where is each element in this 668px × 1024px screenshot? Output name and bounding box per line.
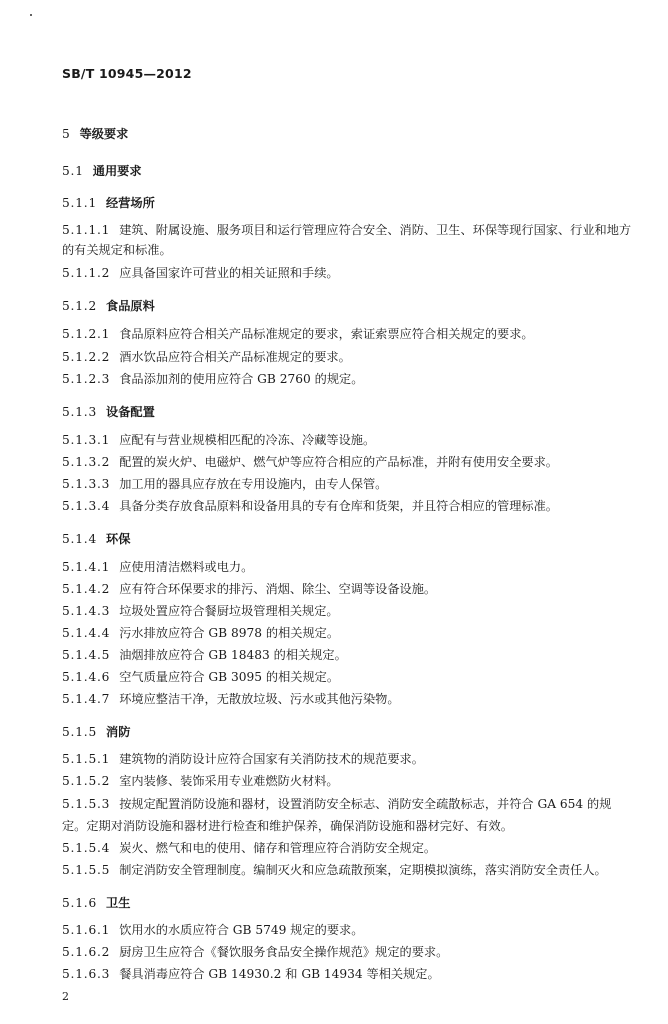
clause-item [62,559,253,575]
clause-item [62,773,339,789]
clause-item [62,751,424,767]
clause-text: 酒水饮品应符合相关产品标准规定的要求。 [119,350,351,364]
clause-text: 环保 [106,532,131,546]
clause-text: 具备分类存放食品原料和设备用具的专有仓库和货架，并且符合相应的管理标准。 [119,499,558,513]
clause-number: 5.1.4.5 [62,648,111,662]
clause-number: 5.1.5.3 [62,797,111,811]
clause-text: 建筑、附属设施、服务项目和运行管理应符合安全、消防、卫生、环保等现行国家、行业和地方 [119,223,632,237]
standard-code-header: SB/T 10945—2012 [62,66,192,81]
clause-item [62,581,436,597]
clause-number: 5.1.3.3 [62,477,111,491]
clause-item [62,476,387,492]
clause-number: 5.1.3.2 [62,455,111,469]
clause-text: 经营场所 [106,196,155,210]
clause-number: 5.1 [62,164,84,178]
clause-number: 5.1.4 [62,532,98,546]
clause-item [62,922,363,938]
clause-number: 5.1.3.1 [62,433,111,447]
clause-text: 等级要求 [79,127,129,141]
section-heading [62,404,155,420]
clause-item [62,432,375,448]
clause-text: 油烟排放应符合 GB 18483 的相关规定。 [119,648,347,662]
clause-text: 炭火、燃气和电的使用、储存和管理应符合消防安全规定。 [119,841,437,855]
paragraph-continuation [62,818,513,834]
clause-text: 餐具消毒应符合 GB 14930.2 和 GB 14934 等相关规定。 [119,967,440,981]
clause-number: 5.1.5.5 [62,863,111,877]
clause-number: 5.1.2.3 [62,372,111,386]
clause-number: 5.1.1.1 [62,223,111,237]
clause-number: 5.1.4.6 [62,670,111,684]
clause-number: 5.1.4.1 [62,560,111,574]
clause-text: 食品添加剂的使用应符合 GB 2760 的规定。 [119,372,364,386]
clause-item [62,625,339,641]
clause-item [62,862,607,878]
clause-text: 按规定配置消防设施和器材，设置消防安全标志、消防安全疏散标志，并符合 GA 654 的规 [119,797,612,811]
clause-item [62,603,339,619]
clause-item [62,944,448,960]
clause-number: 5.1.3 [62,405,98,419]
clause-item [62,454,558,470]
section-heading [62,298,155,314]
clause-number: 5.1.2 [62,299,98,313]
clause-text: 食品原料应符合相关产品标准规定的要求，索证索票应符合相关规定的要求。 [119,327,534,341]
section-heading [62,195,155,211]
clause-item [62,840,436,856]
clause-text: 制定消防安全管理制度。编制灭火和应急疏散预案，定期模拟演练，落实消防安全责任人。 [119,863,607,877]
clause-item [62,265,339,281]
section-heading [62,126,128,142]
clause-number: 5.1.5.4 [62,841,111,855]
clause-item [62,222,631,238]
clause-number: 5.1.6.1 [62,923,111,937]
clause-text: 配置的炭火炉、电磁炉、燃气炉等应符合相应的产品标准，并附有使用安全要求。 [119,455,558,469]
section-heading [62,163,142,179]
clause-text: 应具备国家许可营业的相关证照和手续。 [119,266,339,280]
clause-text: 垃圾处置应符合餐厨垃圾管理相关规定。 [119,604,339,618]
clause-number: 5.1.4.7 [62,692,111,706]
clause-text: 食品原料 [106,299,155,313]
clause-item [62,796,611,812]
clause-text: 饮用水的水质应符合 GB 5749 规定的要求。 [119,923,364,937]
clause-number: 5.1.5.1 [62,752,111,766]
clause-text: 厨房卫生应符合《餐饮服务食品安全操作规范》规定的要求。 [119,945,449,959]
section-heading [62,724,130,740]
clause-text: 空气质量应符合 GB 3095 的相关规定。 [119,670,340,684]
clause-text: 卫生 [106,896,131,910]
clause-item [62,349,351,365]
section-heading [62,895,130,911]
clause-text: 消防 [106,725,131,739]
clause-number: 5.1.2.2 [62,350,111,364]
clause-item [62,326,534,342]
clause-item [62,691,400,707]
clause-number: 5.1.4.3 [62,604,111,618]
clause-number: 5.1.4.4 [62,626,111,640]
page-number: 2 [62,990,69,1003]
clause-text: 设备配置 [106,405,155,419]
clause-item [62,966,440,982]
clause-text: 环境应整洁干净，无散放垃圾、污水或其他污染物。 [119,692,400,706]
clause-item [62,371,363,387]
clause-text: 污水排放应符合 GB 8978 的相关规定。 [119,626,340,640]
clause-text: 的有关规定和标准。 [62,243,172,257]
clause-number: 5.1.6.2 [62,945,111,959]
clause-number: 5.1.1 [62,196,98,210]
clause-text: 建筑物的消防设计应符合国家有关消防技术的规范要求。 [119,752,424,766]
clause-text: 应配有与营业规模相匹配的冷冻、冷藏等设施。 [119,433,376,447]
clause-number: 5.1.6 [62,896,98,910]
clause-item [62,647,347,663]
clause-number: 5.1.3.4 [62,499,111,513]
clause-number: 5.1.1.2 [62,266,111,280]
clause-item [62,669,339,685]
clause-number: 5.1.4.2 [62,582,111,596]
clause-number: 5.1.5.2 [62,774,111,788]
clause-item [62,498,558,514]
clause-text: 应使用清洁燃料或电力。 [119,560,254,574]
clause-text: 通用要求 [92,164,142,178]
clause-number: 5.1.6.3 [62,967,111,981]
scan-speck [30,14,32,16]
clause-text: 室内装修、装饰采用专业难燃防火材料。 [119,774,339,788]
paragraph-continuation [62,242,172,258]
clause-text: 加工用的器具应存放在专用设施内，由专人保管。 [119,477,388,491]
section-heading [62,531,130,547]
clause-text: 应有符合环保要求的排污、消烟、除尘、空调等设备设施。 [119,582,437,596]
clause-number: 5.1.5 [62,725,98,739]
clause-number: 5.1.2.1 [62,327,111,341]
clause-text: 定。定期对消防设施和器材进行检查和维护保养，确保消防设施和器材完好、有效。 [62,819,513,833]
clause-number: 5 [62,127,71,141]
